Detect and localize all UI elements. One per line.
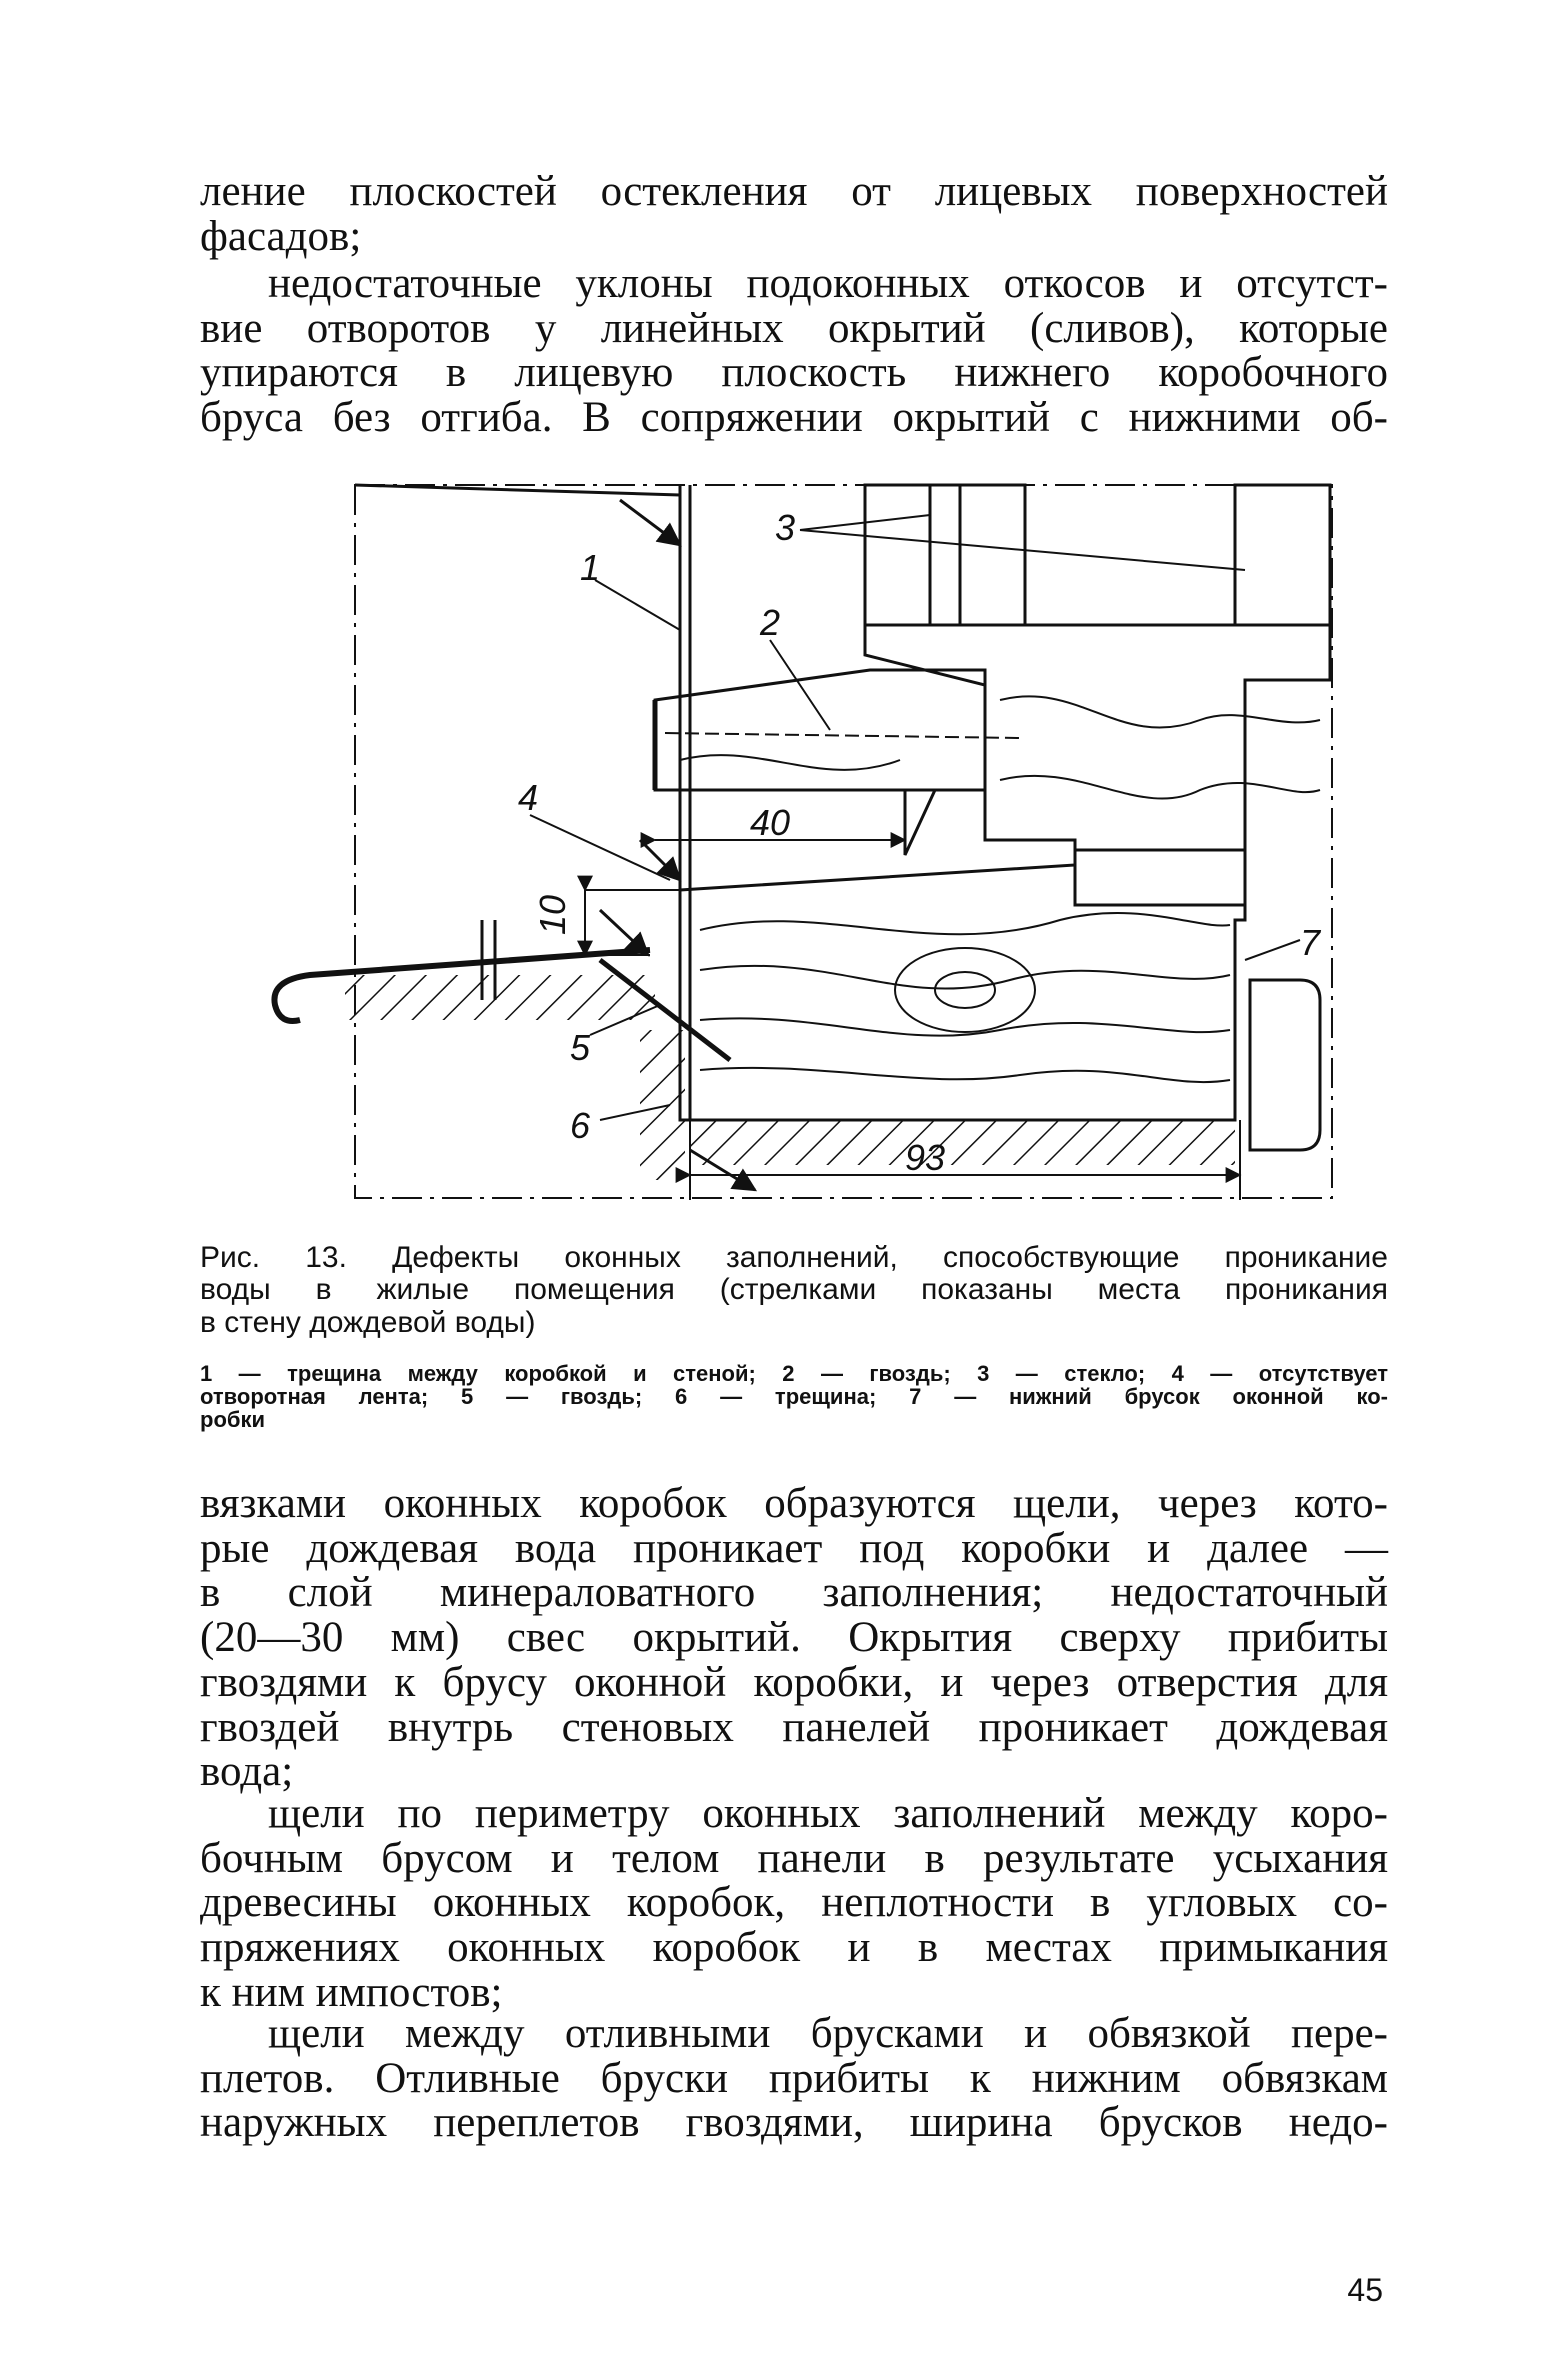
text-line: бочным брусом и телом панели в результате усыхания <box>200 1834 1388 1882</box>
label-2: 2 <box>760 602 781 643</box>
text-line: щели между отливными брусками и обвязкой пере- <box>268 2010 1388 2057</box>
frame-outline <box>355 485 1332 1198</box>
text-line: рые дождевая вода проникает под коробки и далее — <box>200 1524 1388 1572</box>
text-line: щели по периметру оконных заполнений между коро- <box>268 1790 1388 1837</box>
text-line: (20—30 мм) свес окрытий. Окрытия сверху прибиты <box>200 1614 1388 1662</box>
paragraph-3 <box>200 1482 1388 1795</box>
hatch-area <box>345 975 655 1020</box>
text-line: наружных переплетов гвоздями, ширина брусков недо- <box>200 2099 1388 2147</box>
legend-line: отворотная лента; 5 — гвоздь; 6 — трещина; 7 — нижний брусок оконной ко- <box>200 1384 1388 1410</box>
legend-line: робки <box>200 1407 266 1433</box>
figure-legend <box>200 1362 1388 1431</box>
glass-pane <box>865 485 1025 625</box>
bottom-bar-7 <box>1250 980 1320 1150</box>
legend-line: 1 — трещина между коробкой и стеной; 2 — гвоздь; 3 — стекло; 4 — отсутствует <box>200 1361 1388 1386</box>
label-dim-93: 93 <box>905 1137 946 1178</box>
label-7: 7 <box>1300 922 1321 963</box>
text-line: пряжениях оконных коробок и в местах примыкания <box>200 1924 1388 1972</box>
figure-caption <box>200 1242 1388 1339</box>
wall-face-line <box>355 485 680 495</box>
upper-sash <box>865 625 1330 905</box>
text-line: древесины оконных коробок, неплотности в угловых со- <box>200 1879 1388 1927</box>
text-line: плетов. Отливные бруски прибиты к нижним обвязкам <box>200 2054 1388 2102</box>
text-line: вие отворотов у линейных окрытий (сливов), которые <box>200 304 1388 352</box>
caption-line: в стену дождевой воды) <box>200 1305 536 1339</box>
water-arrow <box>620 500 680 545</box>
label-6: 6 <box>570 1105 591 1146</box>
page-number: 45 <box>1347 2272 1383 2308</box>
text-line: гвоздями к брусу оконной коробки, и через отверстия для <box>200 1658 1388 1706</box>
text-line: бруса без отгиба. В сопряжении окрытий с нижними об- <box>200 394 1388 442</box>
label-4: 4 <box>518 777 539 818</box>
text-line: в слой минераловатного заполнения; недостаточный <box>200 1569 1388 1617</box>
text-line: гвоздей внутрь стеновых панелей проникает дождевая <box>200 1703 1388 1751</box>
hatch-area <box>640 1030 685 1180</box>
nail-2 <box>665 733 1020 738</box>
text-line: к ним импостов; <box>200 1968 503 2016</box>
text-line: недостаточные уклоны подоконных откосов и отсутст- <box>268 260 1388 307</box>
hatch-area <box>690 1120 1235 1165</box>
text-line: вязками оконных коробок образуются щели, через кото- <box>200 1480 1388 1527</box>
caption-line: воды в жилые помещения (стрелками показаны места проникания <box>200 1273 1388 1307</box>
text-line: вода; <box>200 1748 294 1796</box>
text-line: ление плоскостей остекления от лицевых поверхностей <box>200 168 1388 215</box>
water-arrow <box>600 910 648 955</box>
caption-line: Рис. 13. Дефекты оконных заполнений, способствующие проникание <box>200 1241 1388 1274</box>
label-1: 1 <box>580 547 601 588</box>
water-arrow <box>640 840 680 880</box>
label-dim-10: 10 <box>532 894 573 935</box>
text-line: фасадов; <box>200 212 362 260</box>
paragraph-4 <box>200 1792 1388 2016</box>
paragraph-5 <box>200 2012 1388 2146</box>
label-dim-40: 40 <box>750 802 791 843</box>
text-line: упираются в лицевую плоскость нижнего коробочного <box>200 349 1388 397</box>
glass-pane <box>1235 485 1330 625</box>
label-3: 3 <box>775 507 796 548</box>
label-5: 5 <box>570 1027 591 1068</box>
drip-board <box>655 670 985 790</box>
